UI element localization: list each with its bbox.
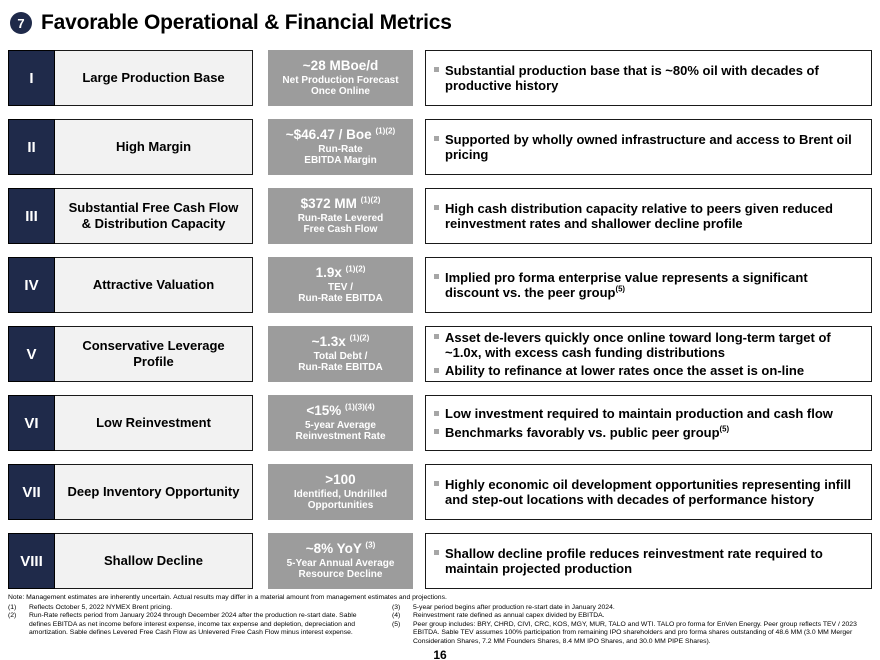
row-bullets	[425, 533, 872, 589]
row-metric	[268, 188, 413, 244]
row-numeral: III	[8, 188, 55, 244]
row-bullets	[425, 464, 872, 520]
row-metric	[268, 464, 413, 520]
footnote-text: Reflects October 5, 2022 NYMEX Brent pricing.	[29, 603, 173, 611]
row-label-text: Attractive Valuation	[92, 277, 215, 293]
row-label-text: Large Production Base	[82, 70, 225, 86]
footnote-text: Run-Rate reflects period from January 2024 through December 2024 after the production re-start date. Sable defines EBITDA as net income before interest expense, income tax expense and depletion, depreciation and amortization. Sable defines Levered Free Cash Flow as Unlevered Free Cash Flow minus interest expense.	[29, 612, 357, 637]
footnote-text: Peer group includes: BRY, CHRD, CIVI, CRC, KOS, MGY, MUR, TALO and WTI. TALO pro forma for EnVen Energy. Peer group reflects TEV / 2023 EBITDA. Sable TEV assumes 100% participation from remaining IPO shareholders and pro forma shares outstanding of 48.6 MM (3.0 MM Merger Consideration Shares, 7.2 MM Founders Shares, 8.4 MM IPO Shares, and 30.0 MM PIPE Shares).	[413, 620, 857, 645]
row-numeral: I	[8, 50, 55, 106]
footnotes	[8, 594, 872, 660]
row-bullets	[425, 395, 872, 451]
footnote-columns	[8, 604, 872, 647]
metric-row	[8, 50, 872, 106]
metric-footnote-ref: (1)(2)	[360, 195, 381, 205]
row-label	[55, 464, 253, 520]
row-label	[55, 119, 253, 175]
bullet-text: Highly economic oil development opportunities representing infill and step-out locations with decades of performance history	[445, 476, 851, 507]
metrics-rows	[8, 50, 872, 589]
metric-caption: TEV / Run-Rate EBITDA	[298, 281, 383, 305]
metric-caption: Net Production Forecast Once Online	[282, 74, 399, 98]
metric-caption: 5-year Average Reinvestment Rate	[295, 419, 386, 443]
row-label-text: Substantial Free Cash Flow & Distribution Capacity	[68, 200, 239, 231]
bullet-item	[434, 330, 861, 361]
row-metric	[268, 50, 413, 106]
row-metric	[268, 533, 413, 589]
bullet-text: High cash distribution capacity relative to peers given reduced reinvestment rates and shallower decline profile	[445, 200, 833, 231]
row-metric	[268, 395, 413, 451]
row-label-text: Shallow Decline	[104, 553, 203, 569]
metric-caption: Identified, Undrilled Opportunities	[293, 488, 388, 512]
bullet-item	[434, 425, 861, 440]
row-bullets	[425, 119, 872, 175]
metric-footnote-ref: (1)(3)(4)	[344, 402, 375, 412]
row-bullets	[425, 257, 872, 313]
bullet-square-icon	[434, 205, 439, 210]
metric-footnote-ref: (1)(2)	[375, 126, 396, 136]
row-label	[55, 188, 253, 244]
row-numeral: II	[8, 119, 55, 175]
bullet-square-icon	[434, 550, 439, 555]
metric-value: <15% $^{(1)(3)(4)}$	[306, 402, 375, 418]
footnote-item	[392, 621, 872, 647]
footnote-item	[8, 604, 380, 613]
metric-value: ~1.3x $^{(1)(2)}$	[311, 333, 370, 349]
row-numeral: V	[8, 326, 55, 382]
metric-value: ~8% YoY $^{(3)}$	[305, 540, 376, 556]
footnote-number: (3)	[392, 603, 401, 611]
metric-row	[8, 119, 872, 175]
row-metric	[268, 326, 413, 382]
footnote-note: Note: Management estimates are inherently uncertain. Actual results may differ in a material amount from management estimates and projections.	[8, 594, 447, 601]
bullet-square-icon	[434, 274, 439, 279]
footnote-number: (5)	[392, 620, 401, 628]
bullet-square-icon	[434, 411, 439, 416]
metric-caption: Run-Rate Levered Free Cash Flow	[297, 212, 384, 236]
footnote-number: (1)	[8, 603, 17, 611]
metric-row	[8, 257, 872, 313]
bullet-item	[434, 63, 861, 94]
bullet-item	[434, 132, 861, 163]
row-label	[55, 257, 253, 313]
metric-footnote-ref: (3)	[365, 540, 376, 550]
footnote-item	[392, 604, 872, 613]
footnotes-right	[392, 604, 872, 647]
bullet-square-icon	[434, 136, 439, 141]
bullet-text: Ability to refinance at lower rates once the asset is on-line	[445, 363, 805, 379]
metric-value: >100	[325, 471, 356, 487]
footnote-item	[392, 612, 872, 621]
bullet-square-icon	[434, 481, 439, 486]
row-label-text: Low Reinvestment	[96, 415, 211, 431]
bullet-footnote-ref: (5)	[719, 424, 730, 434]
footnote-number: (2)	[8, 612, 17, 620]
row-numeral: VI	[8, 395, 55, 451]
footnote-item	[8, 612, 380, 638]
row-bullets	[425, 326, 872, 382]
metric-caption: Total Debt / Run-Rate EBITDA	[298, 350, 383, 374]
bullet-text: Supported by wholly owned infrastructure and access to Brent oil pricing	[445, 131, 852, 162]
row-label	[55, 50, 253, 106]
bullet-text: Substantial production base that is ~80% oil with decades of productive history	[445, 62, 819, 93]
metric-row	[8, 188, 872, 244]
bullet-item	[434, 363, 861, 378]
page-number: 16	[433, 648, 447, 660]
metric-row	[8, 395, 872, 451]
footnote-text: Reinvestment rate defined as annual capex divided by EBITDA.	[413, 612, 605, 620]
row-label-text: High Margin	[115, 139, 192, 155]
bullet-square-icon	[434, 368, 439, 373]
bullet-square-icon	[434, 67, 439, 72]
bullet-text: Shallow decline profile reduces reinvestment rate required to maintain projected production	[445, 545, 823, 576]
bullet-text: Low investment required to maintain production and cash flow	[445, 406, 833, 422]
row-label-text: Conservative Leverage Profile	[82, 338, 225, 369]
bullet-item	[434, 477, 861, 508]
metric-value: ~28 MBoe/d	[302, 57, 379, 73]
bullet-square-icon	[434, 334, 439, 339]
metric-row	[8, 533, 872, 589]
slide-header	[10, 10, 872, 36]
bullet-text: Asset de-levers quickly once online toward long-term target of ~1.0x, with excess cash funding distributions	[445, 329, 831, 360]
footnote-text: 5-year period begins after production re-start date in January 2024.	[413, 603, 615, 611]
metric-value: ~$46.47 / Boe $^{(1)(2)}$	[285, 126, 396, 142]
slide-number-badge: 7	[10, 12, 32, 34]
metric-value: $372 MM $^{(1)(2)}$	[300, 195, 381, 211]
row-label-text: Deep Inventory Opportunity	[67, 484, 240, 500]
bullet-item	[434, 406, 861, 421]
bullet-text: Implied pro forma enterprise value represents a significant discount vs. the peer group$^{(5)}$	[445, 269, 808, 300]
footnotes-left	[8, 604, 380, 647]
row-numeral: IV	[8, 257, 55, 313]
row-metric	[268, 257, 413, 313]
bullet-text: Benchmarks favorably vs. public peer group$^{(5)}$	[445, 424, 730, 440]
row-numeral: VII	[8, 464, 55, 520]
metric-footnote-ref: (1)(2)	[345, 264, 366, 274]
page-title: Favorable Operational & Financial Metrics	[41, 11, 452, 34]
row-label	[55, 533, 253, 589]
metric-footnote-ref: (1)(2)	[349, 333, 370, 343]
metric-caption: 5-Year Annual Average Resource Decline	[286, 557, 395, 581]
bullet-item	[434, 546, 861, 577]
footnote-number: (4)	[392, 612, 401, 620]
metric-row	[8, 326, 872, 382]
bullet-square-icon	[434, 429, 439, 434]
row-label	[55, 326, 253, 382]
row-bullets	[425, 50, 872, 106]
metric-caption: Run-Rate EBITDA Margin	[304, 143, 377, 167]
row-bullets	[425, 188, 872, 244]
metric-row	[8, 464, 872, 520]
row-label	[55, 395, 253, 451]
bullet-item	[434, 270, 861, 301]
bullet-footnote-ref: (5)	[615, 284, 625, 294]
metric-value: 1.9x $^{(1)(2)}$	[315, 264, 366, 280]
row-metric	[268, 119, 413, 175]
bullet-item	[434, 201, 861, 232]
row-numeral: VIII	[8, 533, 55, 589]
